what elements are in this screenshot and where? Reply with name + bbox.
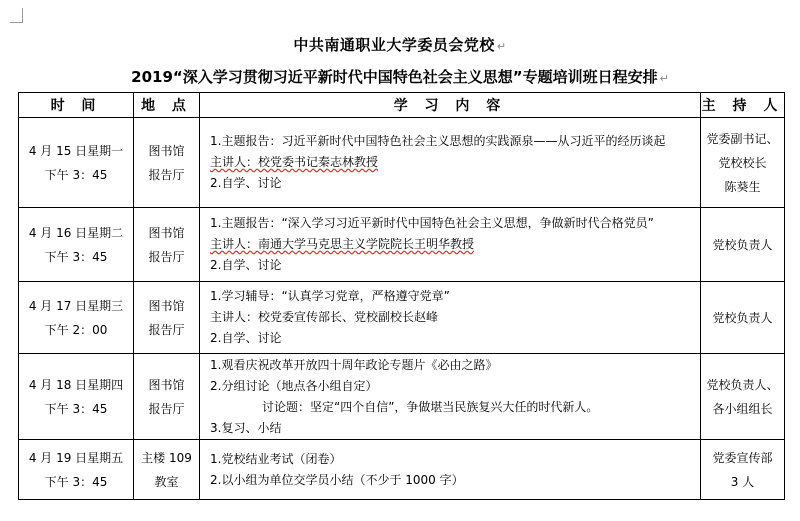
host-line: 党委副书记、 xyxy=(706,131,779,146)
date-text: 4 月 18 日星期四 xyxy=(28,377,124,392)
time-cell xyxy=(19,440,134,500)
header-host: 主 持 人 xyxy=(701,93,785,118)
content-line: 主讲人：校党委书记秦志林教授 xyxy=(210,155,379,169)
place-line: 主楼 109 xyxy=(141,450,192,465)
content-line: 2.自学、讨论 xyxy=(210,258,282,272)
place-line: 图书馆 xyxy=(148,143,185,158)
host-cell xyxy=(701,354,785,440)
content-line: 3.复习、小结 xyxy=(210,420,282,435)
time-text: 下午 2：00 xyxy=(44,322,108,337)
host-cell xyxy=(701,118,785,208)
host-cell xyxy=(701,208,785,282)
host-line: 党委宣传部 xyxy=(712,450,773,465)
paragraph-mark-icon: ↵ xyxy=(496,40,507,53)
content-cell xyxy=(200,118,701,208)
date-text: 4 月 15 日星期一 xyxy=(28,143,124,158)
content-line: 2.以小组为单位交学员小结（不少于 1000 字） xyxy=(210,472,464,487)
document-title: 中共南通职业大学委员会党校 ↵ xyxy=(293,36,507,54)
table-row xyxy=(19,354,785,440)
table-row xyxy=(19,118,785,208)
content-line: 主讲人：校党委宣传部长、党校副校长赵峰 xyxy=(210,310,439,324)
place-cell xyxy=(134,440,200,500)
content-line: 2.自学、讨论 xyxy=(210,176,282,190)
table-row xyxy=(19,440,785,500)
place-line: 图书馆 xyxy=(148,298,185,313)
host-cell xyxy=(701,282,785,354)
host-cell xyxy=(701,440,785,500)
content-line: 1.党校结业考试（闭卷） xyxy=(210,451,342,466)
time-text: 下午 3：45 xyxy=(44,249,108,264)
date-text: 4 月 19 日星期五 xyxy=(28,450,124,465)
place-line: 报告厅 xyxy=(148,401,185,416)
time-cell xyxy=(19,118,134,208)
content-line: 2.自学、讨论 xyxy=(210,331,282,345)
content-cell xyxy=(200,208,701,282)
header-content: 学 习 内 容 xyxy=(200,93,701,118)
time-text: 下午 3：45 xyxy=(44,167,108,182)
content-line: 1.主题报告：“深入学习习近平新时代中国特色社会主义思想，争做新时代合格党员” xyxy=(210,216,654,230)
place-cell xyxy=(134,208,200,282)
content-line: 主讲人：南通大学马克思主义学院院长王明华教授 xyxy=(210,237,475,251)
time-text: 下午 3：45 xyxy=(44,401,108,416)
place-cell xyxy=(134,282,200,354)
content-line: 讨论题：坚定“四个自信”，争做堪当民族复兴大任的时代新人。 xyxy=(262,399,599,414)
content-line: 1.观看庆祝改革开放四十周年政论专题片《必由之路》 xyxy=(210,357,498,372)
content-line: 2.分组讨论（地点各小组自定） xyxy=(210,378,378,393)
place-line: 报告厅 xyxy=(148,249,185,264)
host-line: 3 人 xyxy=(730,474,755,489)
time-cell xyxy=(19,208,134,282)
place-cell xyxy=(134,354,200,440)
content-line: 1.主题报告：习近平新时代中国特色社会主义思想的实践源泉——从习近平的经历谈起 xyxy=(210,134,666,148)
time-cell xyxy=(19,354,134,440)
host-line: 陈葵生 xyxy=(724,179,761,194)
schedule-table xyxy=(18,92,785,500)
page-corner-mark xyxy=(10,8,23,23)
table-row xyxy=(19,208,785,282)
header-time: 时 间 xyxy=(19,93,134,118)
table-row xyxy=(19,282,785,354)
place-line: 报告厅 xyxy=(148,167,185,182)
header-row xyxy=(19,93,785,118)
content-cell xyxy=(200,282,701,354)
host-line: 各小组组长 xyxy=(712,401,773,416)
place-line: 图书馆 xyxy=(148,377,185,392)
time-cell xyxy=(19,282,134,354)
time-text: 下午 3：45 xyxy=(44,474,108,489)
host-line: 党校负责人 xyxy=(712,237,773,252)
host-line: 党校校长 xyxy=(718,155,767,170)
paragraph-mark-icon: ↵ xyxy=(659,72,669,85)
date-text: 4 月 17 日星期三 xyxy=(28,298,124,313)
content-cell xyxy=(200,354,701,440)
content-line: 1.学习辅导：“认真学习党章，严格遵守党章” xyxy=(210,289,450,303)
place-line: 教室 xyxy=(154,474,179,489)
place-cell xyxy=(134,118,200,208)
date-text: 4 月 16 日星期二 xyxy=(28,225,124,240)
place-line: 报告厅 xyxy=(148,322,185,337)
host-line: 党校负责人、 xyxy=(706,377,779,392)
place-line: 图书馆 xyxy=(148,225,185,240)
document-subtitle: 2019“深入学习贯彻习近平新时代中国特色社会主义思想”专题培训班日程安排 ↵ xyxy=(131,68,669,86)
host-line: 党校负责人 xyxy=(712,310,773,325)
header-place: 地 点 xyxy=(134,93,200,118)
content-cell xyxy=(200,440,701,500)
